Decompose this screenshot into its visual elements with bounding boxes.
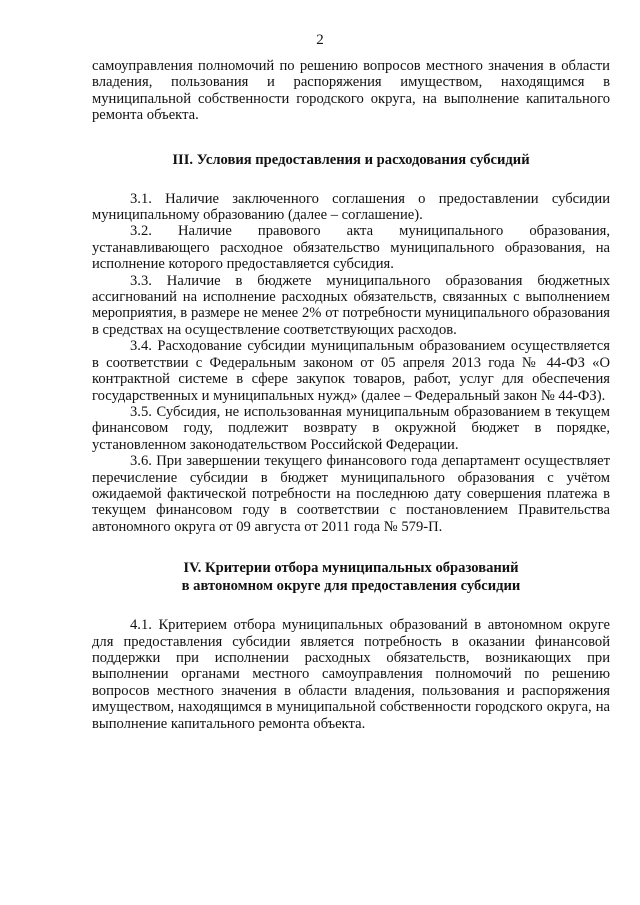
section-3-heading: III. Условия предоставления и расходования субсидий — [172, 151, 530, 168]
clause-3-2: 3.2. Наличие правового акта муниципального образования, устанавливающего расходное обязательство муниципального образования, на исполнение которого предоставляется субсидия. — [92, 223, 610, 273]
section-3-body — [92, 191, 610, 536]
document-body — [92, 58, 610, 732]
section-4-heading — [92, 559, 610, 595]
clause-3-5: 3.5. Субсидия, не использованная муниципальным образованием в текущем финансовом году, подлежит возврату в окружной бюджет в порядке, установленном законодательством Российской Федерации. — [92, 403, 610, 453]
clause-3-6: 3.6. При завершении текущего финансового года департамент осуществляет перечисление субсидии в бюджет муниципального образования с учётом ожидаемой фактической потребности на последнюю дату совершения платежа в текущем финансовом году в соответствии с постановлением Правительства автономного округа от 09 августа от 2011 года № 579-П. — [92, 453, 610, 535]
clause-4-1: 4.1. Критерием отбора муниципальных образований в автономном округе для предоставления субсидии является потребность в оказании финансовой поддержки при исполнении расходных обязательств, возникающих при выполнении органами местного самоуправления полномочий по решению вопросов местного значения в области владения, пользования и распоряжения имуществом, находящимся в муниципальной собственности городского округа, на выполнение капитального ремонта объекта. — [92, 617, 610, 732]
clause-3-4: 3.4. Расходование субсидии муниципальным образованием осуществляется в соответствии с Федеральным законом от 05 апреля 2013 года № 44-ФЗ «О контрактной системе в сфере закупок товаров, работ, услуг для обеспечения государственных и муниципальных нужд» (далее – Федеральный закон № 44-ФЗ). — [92, 338, 610, 404]
section-4-heading-line-1: IV. Критерии отбора муниципальных образований — [183, 560, 519, 577]
intro-paragraph: самоуправления полномочий по решению вопросов местного значения в области владения, пользования и распоряжения имуществом, находящимся в муниципальной собственности городского округа, на выполнение капитального ремонта объекта. — [92, 58, 610, 124]
clause-3-1: 3.1. Наличие заключенного соглашения о предоставлении субсидии муниципальному образованию (далее – соглашение). — [92, 190, 610, 224]
page-number: 2 — [316, 32, 324, 48]
section-4-heading-line-2: в автономном округе для предоставления субсидии — [181, 578, 521, 595]
section-4-body — [92, 617, 610, 732]
clause-3-3: 3.3. Наличие в бюджете муниципального образования бюджетных ассигнований на исполнение расходных обязательств, связанных с выполнением мероприятия, в размере не менее 2% от потребности муниципального образования в средствах на осуществление соответствующих расходов. — [92, 272, 610, 338]
